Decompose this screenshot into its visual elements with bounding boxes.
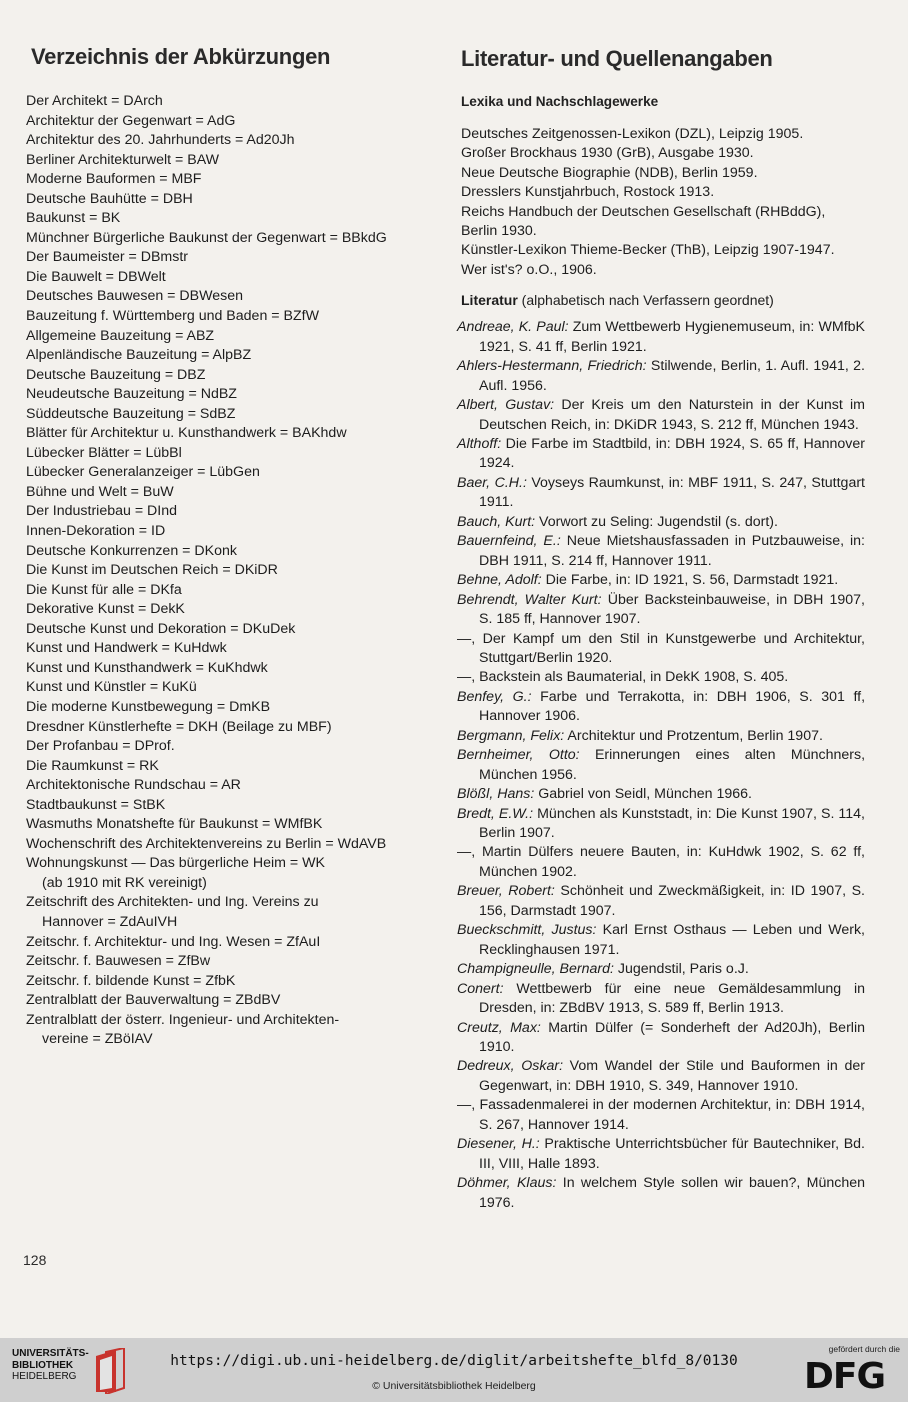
lexika-heading: Lexika und Nachschlagewerke	[461, 94, 659, 109]
abbreviation-item: Münchner Bürgerliche Baukunst der Gegenwart = BBkdG	[26, 229, 387, 246]
abbreviation-item: Der Architekt = DArch	[26, 93, 163, 109]
entry-text: Zum Wettbewerb Hygienemuseum, in: WMfbK 1921, S. 41 ff, Berlin 1921.	[479, 319, 865, 355]
literature-entry	[455, 746, 865, 785]
literature-entry	[455, 1019, 865, 1058]
abbreviation-item: Zeitschr. f. Bauwesen = ZfBw	[26, 953, 211, 970]
entry-author: Behne, Adolf:	[457, 572, 542, 589]
literature-entry	[455, 396, 865, 435]
abbreviation-item: Allgemeine Bauzeitung = ABZ	[26, 327, 215, 344]
abbreviation-item: Moderne Bauformen = MBF	[26, 171, 202, 188]
abbreviation-item: Der Profanbau = DProf.	[26, 738, 175, 755]
entry-author: Althoff:	[457, 435, 502, 452]
abbreviation-item: Dresdner Künstlerhefte = DKH (Beilage zu MBF)	[26, 718, 332, 735]
literature-entry	[455, 1174, 865, 1213]
entry-text: Jugendstil, Paris o.J.	[613, 961, 749, 978]
literature-entry	[455, 805, 865, 844]
entry-author: Creutz, Max:	[457, 1019, 541, 1036]
abbreviation-line: Wohnungskunst — Das bürgerliche Heim = WK	[26, 855, 325, 872]
entry-author: Bueckschmitt, Justus:	[457, 922, 597, 939]
abbreviation-line: Zentralblatt der österr. Ingenieur- und Architekten-	[26, 1011, 340, 1028]
lexikon-item: Reichs Handbuch der Deutschen Gesellschaft (RHBddG),	[461, 203, 826, 220]
literature-entry	[455, 1096, 865, 1135]
abbreviation-item: Deutsche Kunst und Dekoration = DKuDek	[26, 620, 296, 637]
literature-entry	[455, 668, 865, 687]
entry-author: Bauernfeind, E.:	[457, 533, 561, 550]
abbreviation-item	[26, 1011, 438, 1050]
literature-entry	[455, 435, 865, 474]
entry-author: Ahlers-Hestermann, Friedrich:	[457, 358, 647, 375]
abbreviation-item: Die Raumkunst = RK	[26, 757, 159, 774]
lexikon-item: Neue Deutsche Biographie (NDB), Berlin 1959.	[461, 164, 758, 181]
literature-entry	[455, 1057, 865, 1096]
abbreviation-item: Der Industriebau = DInd	[26, 503, 178, 520]
literature-entry	[455, 318, 865, 357]
literatur-heading-bold: Literatur	[461, 292, 518, 309]
abbreviation-item: Zeitschr. f. bildende Kunst = ZfbK	[26, 972, 236, 989]
literature-entry	[455, 882, 865, 921]
entry-text: Über Backsteinbauweise, in DBH 1907, S. 185 ff, Hannover 1907.	[479, 591, 865, 628]
entry-author: Albert, Gustav:	[457, 397, 555, 414]
literature-entry	[455, 357, 865, 396]
abbreviations-title: Verzeichnis der Abkürzungen	[31, 44, 331, 69]
abbreviation-item: Die Kunst für alle = DKfa	[26, 581, 182, 598]
lexikon-item: Großer Brockhaus 1930 (GrB), Ausgabe 1930.	[461, 145, 754, 162]
literature-entry	[455, 843, 865, 882]
abbreviation-item: Kunst und Handwerk = KuHdwk	[26, 640, 227, 657]
literature-entry	[455, 960, 865, 979]
abbreviation-item: Wasmuths Monatshefte für Baukunst = WMfBK	[26, 816, 323, 833]
entry-text: Wettbewerb für eine neue Gemäldesammlung in Dresden, in: ZBdBV 1913, S. 589 ff, Berlin 1913.	[479, 980, 865, 1017]
literature-entry	[455, 532, 865, 571]
abbreviation-item: Dekorative Kunst = DekK	[26, 601, 185, 618]
entry-text: Vorwort zu Seling: Jugendstil (s. dort).	[535, 513, 778, 530]
entry-author: Bernheimer, Otto:	[457, 747, 580, 764]
abbreviation-item: Die Bauwelt = DBWelt	[26, 268, 166, 285]
literature-entry	[455, 630, 865, 669]
abbreviation-item: Kunst und Kunsthandwerk = KuKhdwk	[26, 659, 268, 676]
abbreviation-item: Lübecker Blätter = LübBl	[26, 444, 182, 461]
abbreviation-continuation: Hannover = ZdAuIVH	[42, 913, 178, 930]
literature-entry	[455, 513, 865, 532]
literature-entry	[455, 921, 865, 960]
lexikon-item: Wer ist's? o.O., 1906.	[461, 261, 597, 278]
entry-text: Erinnerungen eines alten Münchners, München 1956.	[479, 747, 866, 783]
abbreviation-item: Zentralblatt der Bauverwaltung = ZBdBV	[26, 992, 281, 1009]
entry-text: Architektur und Protzentum, Berlin 1907.	[564, 727, 823, 744]
entry-text: Stilwende, Berlin, 1. Aufl. 1941, 2. Aufl. 1956.	[479, 358, 865, 394]
abbreviation-item: Bauzeitung f. Württemberg und Baden = BZfW	[26, 308, 319, 325]
literatur-heading-rest: (alphabetisch nach Verfassern geordnet)	[517, 292, 774, 309]
abbreviation-item	[26, 854, 438, 893]
entry-text: —, Backstein als Baumaterial, in DekK 1908, S. 405.	[457, 669, 789, 686]
abbreviation-item	[26, 893, 438, 932]
entry-author: Bauch, Kurt:	[457, 513, 536, 530]
entry-text: Vom Wandel der Stile und Bauformen in der Gegenwart, in: DBH 1910, S. 349, Hannover 1910.	[479, 1058, 865, 1094]
entry-author: Baer, C.H.:	[457, 474, 527, 491]
entry-author: Bergmann, Felix:	[457, 727, 565, 744]
page-number: 128	[23, 1252, 47, 1268]
entry-text: Die Farbe, in: ID 1921, S. 56, Darmstadt 1921.	[541, 572, 839, 589]
literature-title: Literatur- und Quellenangaben	[461, 46, 773, 71]
abbreviations-column	[26, 44, 438, 1050]
dfg-note: gefördert durch die	[828, 1344, 900, 1354]
entry-text: Voyseys Raumkunst, in: MBF 1911, S. 247, Stuttgart 1911.	[479, 474, 865, 511]
entry-author: Döhmer, Klaus:	[457, 1175, 557, 1192]
lexika-list	[461, 125, 865, 280]
entry-author: Champigneulle, Bernard:	[457, 961, 614, 978]
abbreviation-item: Berliner Architekturwelt = BAW	[26, 151, 220, 168]
entry-author: Bredt, E.W.:	[457, 805, 534, 822]
abbreviation-item: Deutsche Konkurrenzen = DKonk	[26, 542, 237, 559]
footer-copyright: © Universitätsbibliothek Heidelberg	[372, 1380, 536, 1392]
abbreviation-item: Baukunst = BK	[26, 210, 121, 227]
abbreviation-item: Lübecker Generalanzeiger = LübGen	[26, 464, 260, 481]
entry-author: Dedreux, Oskar:	[457, 1058, 564, 1075]
abbreviation-item: Der Baumeister = DBmstr	[26, 249, 189, 266]
abbreviation-item: Wochenschrift des Architektenvereins zu Berlin = WdAVB	[26, 835, 387, 852]
literature-entry	[455, 1135, 865, 1174]
literature-entry	[455, 591, 865, 630]
dfg-word: DFG	[804, 1356, 886, 1397]
literature-entry	[455, 571, 865, 590]
entry-author: Conert:	[457, 980, 504, 997]
abbreviation-item: Bühne und Welt = BuW	[26, 483, 174, 500]
uni-line-1: UNIVERSITÄTS-	[12, 1348, 89, 1359]
abbreviation-item: Innen-Dekoration = ID	[26, 523, 166, 540]
abbreviation-item: Deutsche Bauhütte = DBH	[26, 190, 193, 207]
abbreviation-item: Blätter für Architektur u. Kunsthandwerk = BAKhdw	[26, 425, 347, 442]
entry-text: —, Martin Dülfers neuere Bauten, in: KuHdwk 1902, S. 62 ff, München 1902.	[457, 844, 865, 880]
abbreviation-item: Süddeutsche Bauzeitung = SdBZ	[26, 405, 236, 422]
uni-line-2: BIBLIOTHEK	[12, 1359, 74, 1371]
entry-author: Benfey, G.:	[457, 688, 532, 705]
abbreviation-item: Neudeutsche Bauzeitung = NdBZ	[26, 386, 237, 403]
abbreviation-item: Architektonische Rundschau = AR	[26, 777, 241, 794]
abbreviations-list	[26, 92, 438, 1050]
abbreviation-item: Zeitschr. f. Architektur- und Ing. Wesen = ZfAuI	[26, 933, 321, 950]
abbreviation-item: Deutsche Bauzeitung = DBZ	[26, 366, 206, 383]
literature-column	[455, 46, 865, 1213]
abbreviation-item: Die moderne Kunstbewegung = DmKB	[26, 698, 271, 715]
abbreviation-item: Architektur des 20. Jahrhunderts = Ad20Jh	[26, 132, 295, 149]
entry-text: Schönheit und Zweckmäßigkeit, in: ID 1907, S. 156, Darmstadt 1907.	[479, 883, 865, 919]
entry-text: Der Kreis um den Naturstein in der Kunst im Deutschen Reich, in: DKiDR 1943, S. 212 ff, München 1943.	[479, 397, 865, 433]
entry-text: Gabriel von Seidl, München 1966.	[534, 786, 752, 803]
abbreviation-continuation: vereine = ZBöIAV	[42, 1031, 153, 1048]
abbreviation-item: Deutsches Bauwesen = DBWesen	[26, 288, 244, 305]
abbreviation-item: Stadtbaukunst = StBK	[26, 796, 166, 813]
entry-text: —, Fassadenmalerei in der modernen Architektur, in: DBH 1914, S. 267, Hannover 1914.	[457, 1097, 865, 1133]
literature-entry	[455, 688, 865, 727]
abbreviation-item: Kunst und Künstler = KuKü	[26, 679, 197, 696]
entry-text: Farbe und Terrakotta, in: DBH 1906, S. 301 ff, Hannover 1906.	[479, 688, 866, 725]
abbreviation-item: Alpenländische Bauzeitung = AlpBZ	[26, 347, 252, 364]
entry-text: München als Kunststadt, in: Die Kunst 1907, S. 114, Berlin 1907.	[479, 805, 865, 842]
abbreviation-item: Die Kunst im Deutschen Reich = DKiDR	[26, 562, 278, 579]
entry-text: Praktische Unterrichtsbücher für Bautechniker, Bd. III, VIII, Halle 1893.	[479, 1136, 865, 1172]
lexikon-item: Berlin 1930.	[461, 223, 537, 240]
entry-author: Diesener, H.:	[457, 1136, 540, 1153]
lexikon-item: Künstler-Lexikon Thieme-Becker (ThB), Leipzig 1907-1947.	[461, 242, 835, 259]
entry-author: Behrendt, Walter Kurt:	[457, 591, 602, 608]
entry-text: Die Farbe im Stadtbild, in: DBH 1924, S. 65 ff, Hannover 1924.	[479, 435, 865, 472]
literatur-heading	[461, 292, 865, 308]
literature-entry	[455, 727, 865, 746]
dfg-logo[interactable]	[800, 1344, 900, 1396]
footer-bar	[0, 1338, 908, 1402]
abbreviation-continuation: (ab 1910 mit RK vereinigt)	[42, 874, 207, 891]
literature-list	[455, 318, 865, 1213]
entry-text: Neue Mietshausfassaden in Putzbauweise, in: DBH 1911, S. 214 ff, Hannover 1911.	[479, 533, 865, 569]
entry-text: In welchem Style sollen wir bauen?, München 1976.	[479, 1175, 865, 1211]
abbreviation-line: Zeitschrift des Architekten- und Ing. Vereins zu	[26, 894, 319, 911]
literature-entry	[455, 980, 865, 1019]
uni-line-3: HEIDELBERG	[12, 1371, 77, 1382]
abbreviation-item: Architektur der Gegenwart = AdG	[26, 112, 236, 129]
footer-url-link[interactable]: https://digi.ub.uni-heidelberg.de/diglit/arbeitshefte_blfd_8/0130	[170, 1353, 738, 1369]
entry-text: —, Der Kampf um den Stil in Kunstgewerbe und Architektur, Stuttgart/Berlin 1920.	[457, 630, 865, 666]
entry-author: Andreae, K. Paul:	[457, 319, 569, 336]
entry-text: Martin Dülfer (= Sonderheft der Ad20Jh), Berlin 1910.	[479, 1019, 865, 1056]
literature-entry	[455, 474, 865, 513]
entry-author: Breuer, Robert:	[457, 883, 555, 900]
lexikon-item: Deutsches Zeitgenossen-Lexikon (DZL), Leipzig 1905.	[461, 126, 804, 142]
entry-text: Karl Ernst Osthaus — Leben und Werk, Recklinghausen 1971.	[479, 922, 865, 958]
lexikon-item: Dresslers Kunstjahrbuch, Rostock 1913.	[461, 184, 715, 201]
entry-author: Blößl, Hans:	[457, 786, 535, 803]
literature-entry	[455, 785, 865, 804]
